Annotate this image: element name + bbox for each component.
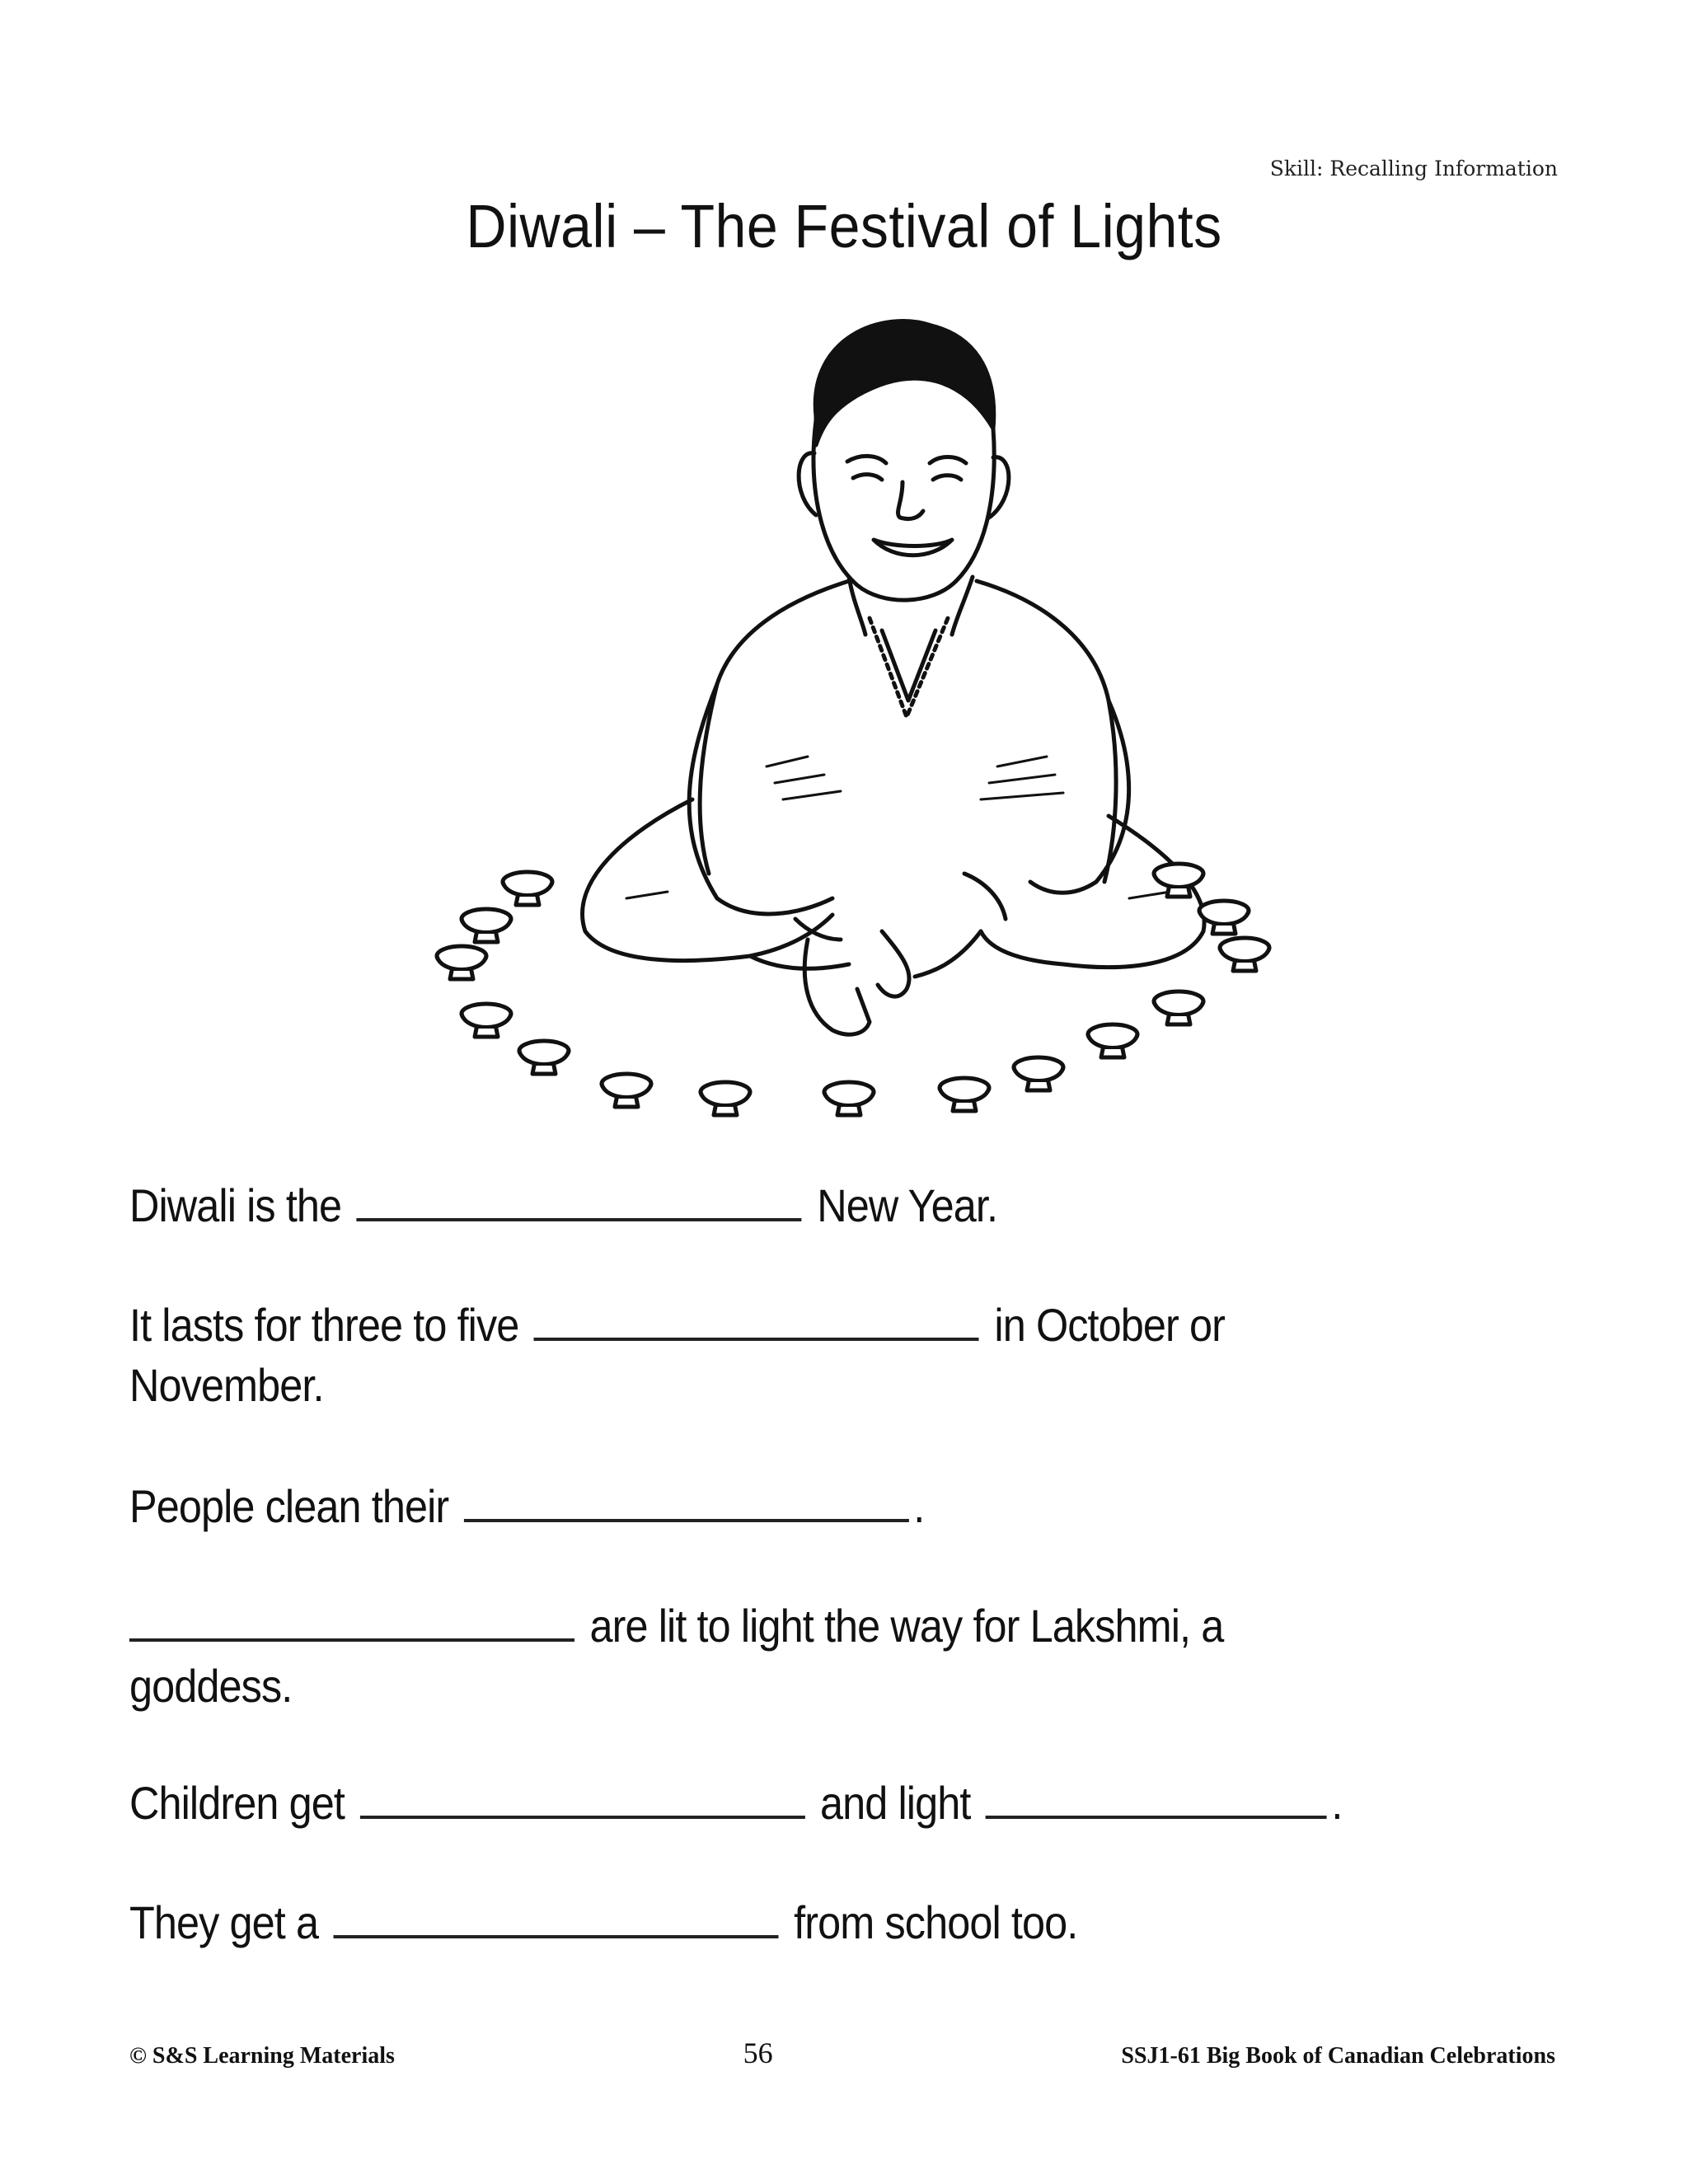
- sentence-4: [129, 1589, 1435, 1716]
- sentence-text: Diwali is the: [129, 1179, 342, 1231]
- page-number: 56: [743, 2036, 773, 2069]
- skill-label: Skill: Recalling Information: [1269, 157, 1558, 180]
- sentence-text: Children get: [129, 1777, 345, 1829]
- answer-blank-6[interactable]: [334, 1886, 779, 1938]
- sentence-text: are lit to light the way for Lakshmi, a: [589, 1600, 1224, 1652]
- sentence-text: and light: [819, 1777, 971, 1829]
- answer-blank-3[interactable]: [464, 1469, 909, 1522]
- sentence-text: .: [913, 1480, 925, 1532]
- sentence-text: in October or: [994, 1299, 1226, 1351]
- sentence-2: [129, 1288, 1435, 1415]
- sentence-text: November.: [129, 1359, 324, 1411]
- book-title: SSJ1-61 Big Book of Canadian Celebrations: [1121, 2043, 1555, 2069]
- sentence-text: They get a: [129, 1896, 319, 1948]
- answer-blank-1[interactable]: [357, 1169, 802, 1221]
- answer-blank-5a[interactable]: [359, 1766, 804, 1819]
- sentence-5: [129, 1766, 1435, 1833]
- sentence-3: [129, 1469, 1435, 1536]
- answer-blank-5b[interactable]: [986, 1766, 1327, 1819]
- answer-blank-4[interactable]: [129, 1589, 574, 1642]
- sentence-text: goddess.: [129, 1660, 293, 1712]
- copyright-text: © S&S Learning Materials: [129, 2043, 395, 2069]
- diya-lamps: [437, 864, 1269, 1115]
- diwali-boy-with-diyas-illustration: [420, 305, 1360, 1129]
- sentence-text: New Year.: [817, 1179, 998, 1231]
- sentence-1: [129, 1169, 1435, 1235]
- answer-blank-2[interactable]: [534, 1288, 979, 1341]
- sentence-text: from school too.: [794, 1896, 1078, 1948]
- page-title: Diwali – The Festival of Lights: [466, 192, 1222, 260]
- page-footer: [129, 2036, 1555, 2070]
- sentence-text: It lasts for three to five: [129, 1299, 519, 1351]
- sentence-text: .: [1331, 1777, 1343, 1829]
- sentence-6: [129, 1886, 1435, 1952]
- sentence-text: People clean their: [129, 1480, 449, 1532]
